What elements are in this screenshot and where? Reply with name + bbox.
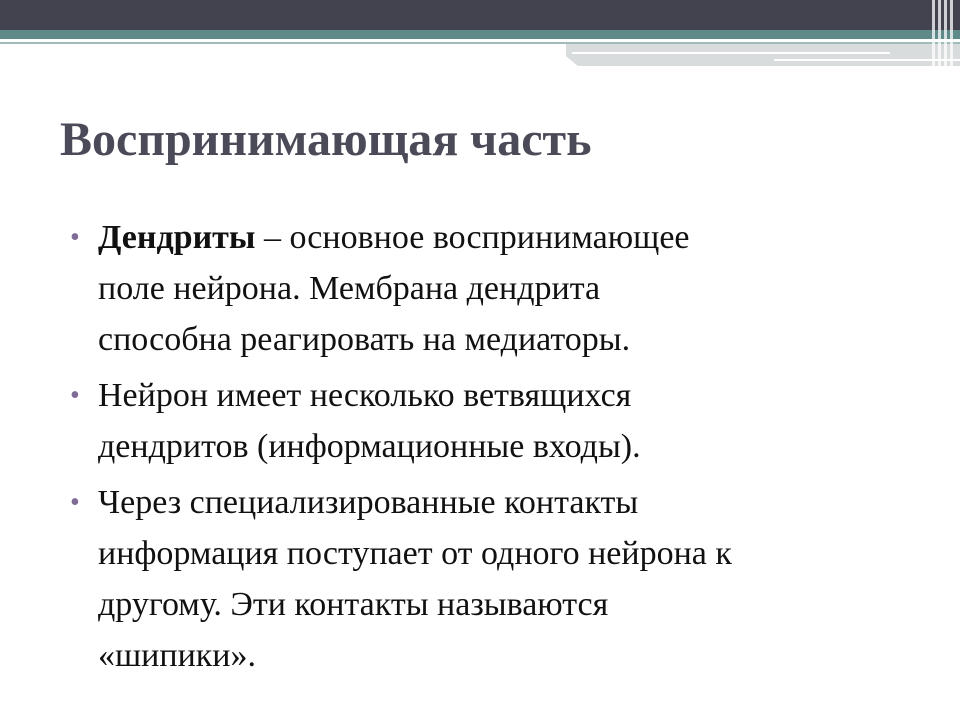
slide-title: Воспринимающая часть xyxy=(60,113,592,166)
bullet-marker-icon: • xyxy=(70,380,80,411)
bullet-list xyxy=(70,212,930,686)
header-tab-line xyxy=(572,52,890,54)
bullet-line xyxy=(98,212,930,263)
header-teal-band xyxy=(0,30,960,39)
header-corner-stripes xyxy=(920,0,960,70)
bullet-line: информация поступает от одного нейрона к xyxy=(98,535,732,572)
bullet-line: другому. Эти контакты называются xyxy=(98,586,609,623)
bullet-marker-icon: • xyxy=(70,222,80,253)
bullet-line: Нейрон имеет несколько ветвящихся xyxy=(98,377,632,414)
bullet-item xyxy=(70,477,930,681)
bullet-line: способна реагировать на медиаторы. xyxy=(98,321,631,358)
bullet-item xyxy=(70,212,930,365)
corner-stripe xyxy=(938,0,941,70)
bullet-term: Дендриты xyxy=(98,219,256,256)
corner-stripe xyxy=(944,0,947,70)
bullet-line: «шипики». xyxy=(98,637,256,674)
header-gray-tab xyxy=(566,44,960,66)
header-dark-band xyxy=(0,0,960,30)
corner-stripe xyxy=(932,0,935,70)
bullet-line: дендритов (информационные входы). xyxy=(98,428,641,465)
bullet-item xyxy=(70,370,930,472)
bullet-line: Через специализированные контакты xyxy=(98,484,639,521)
corner-stripe xyxy=(950,0,953,70)
header-teal-line xyxy=(0,42,960,44)
bullet-text: – основное воспринимающее xyxy=(255,219,690,256)
bullet-marker-icon: • xyxy=(70,487,80,518)
bullet-line: поле нейрона. Мембрана дендрита xyxy=(98,270,601,307)
